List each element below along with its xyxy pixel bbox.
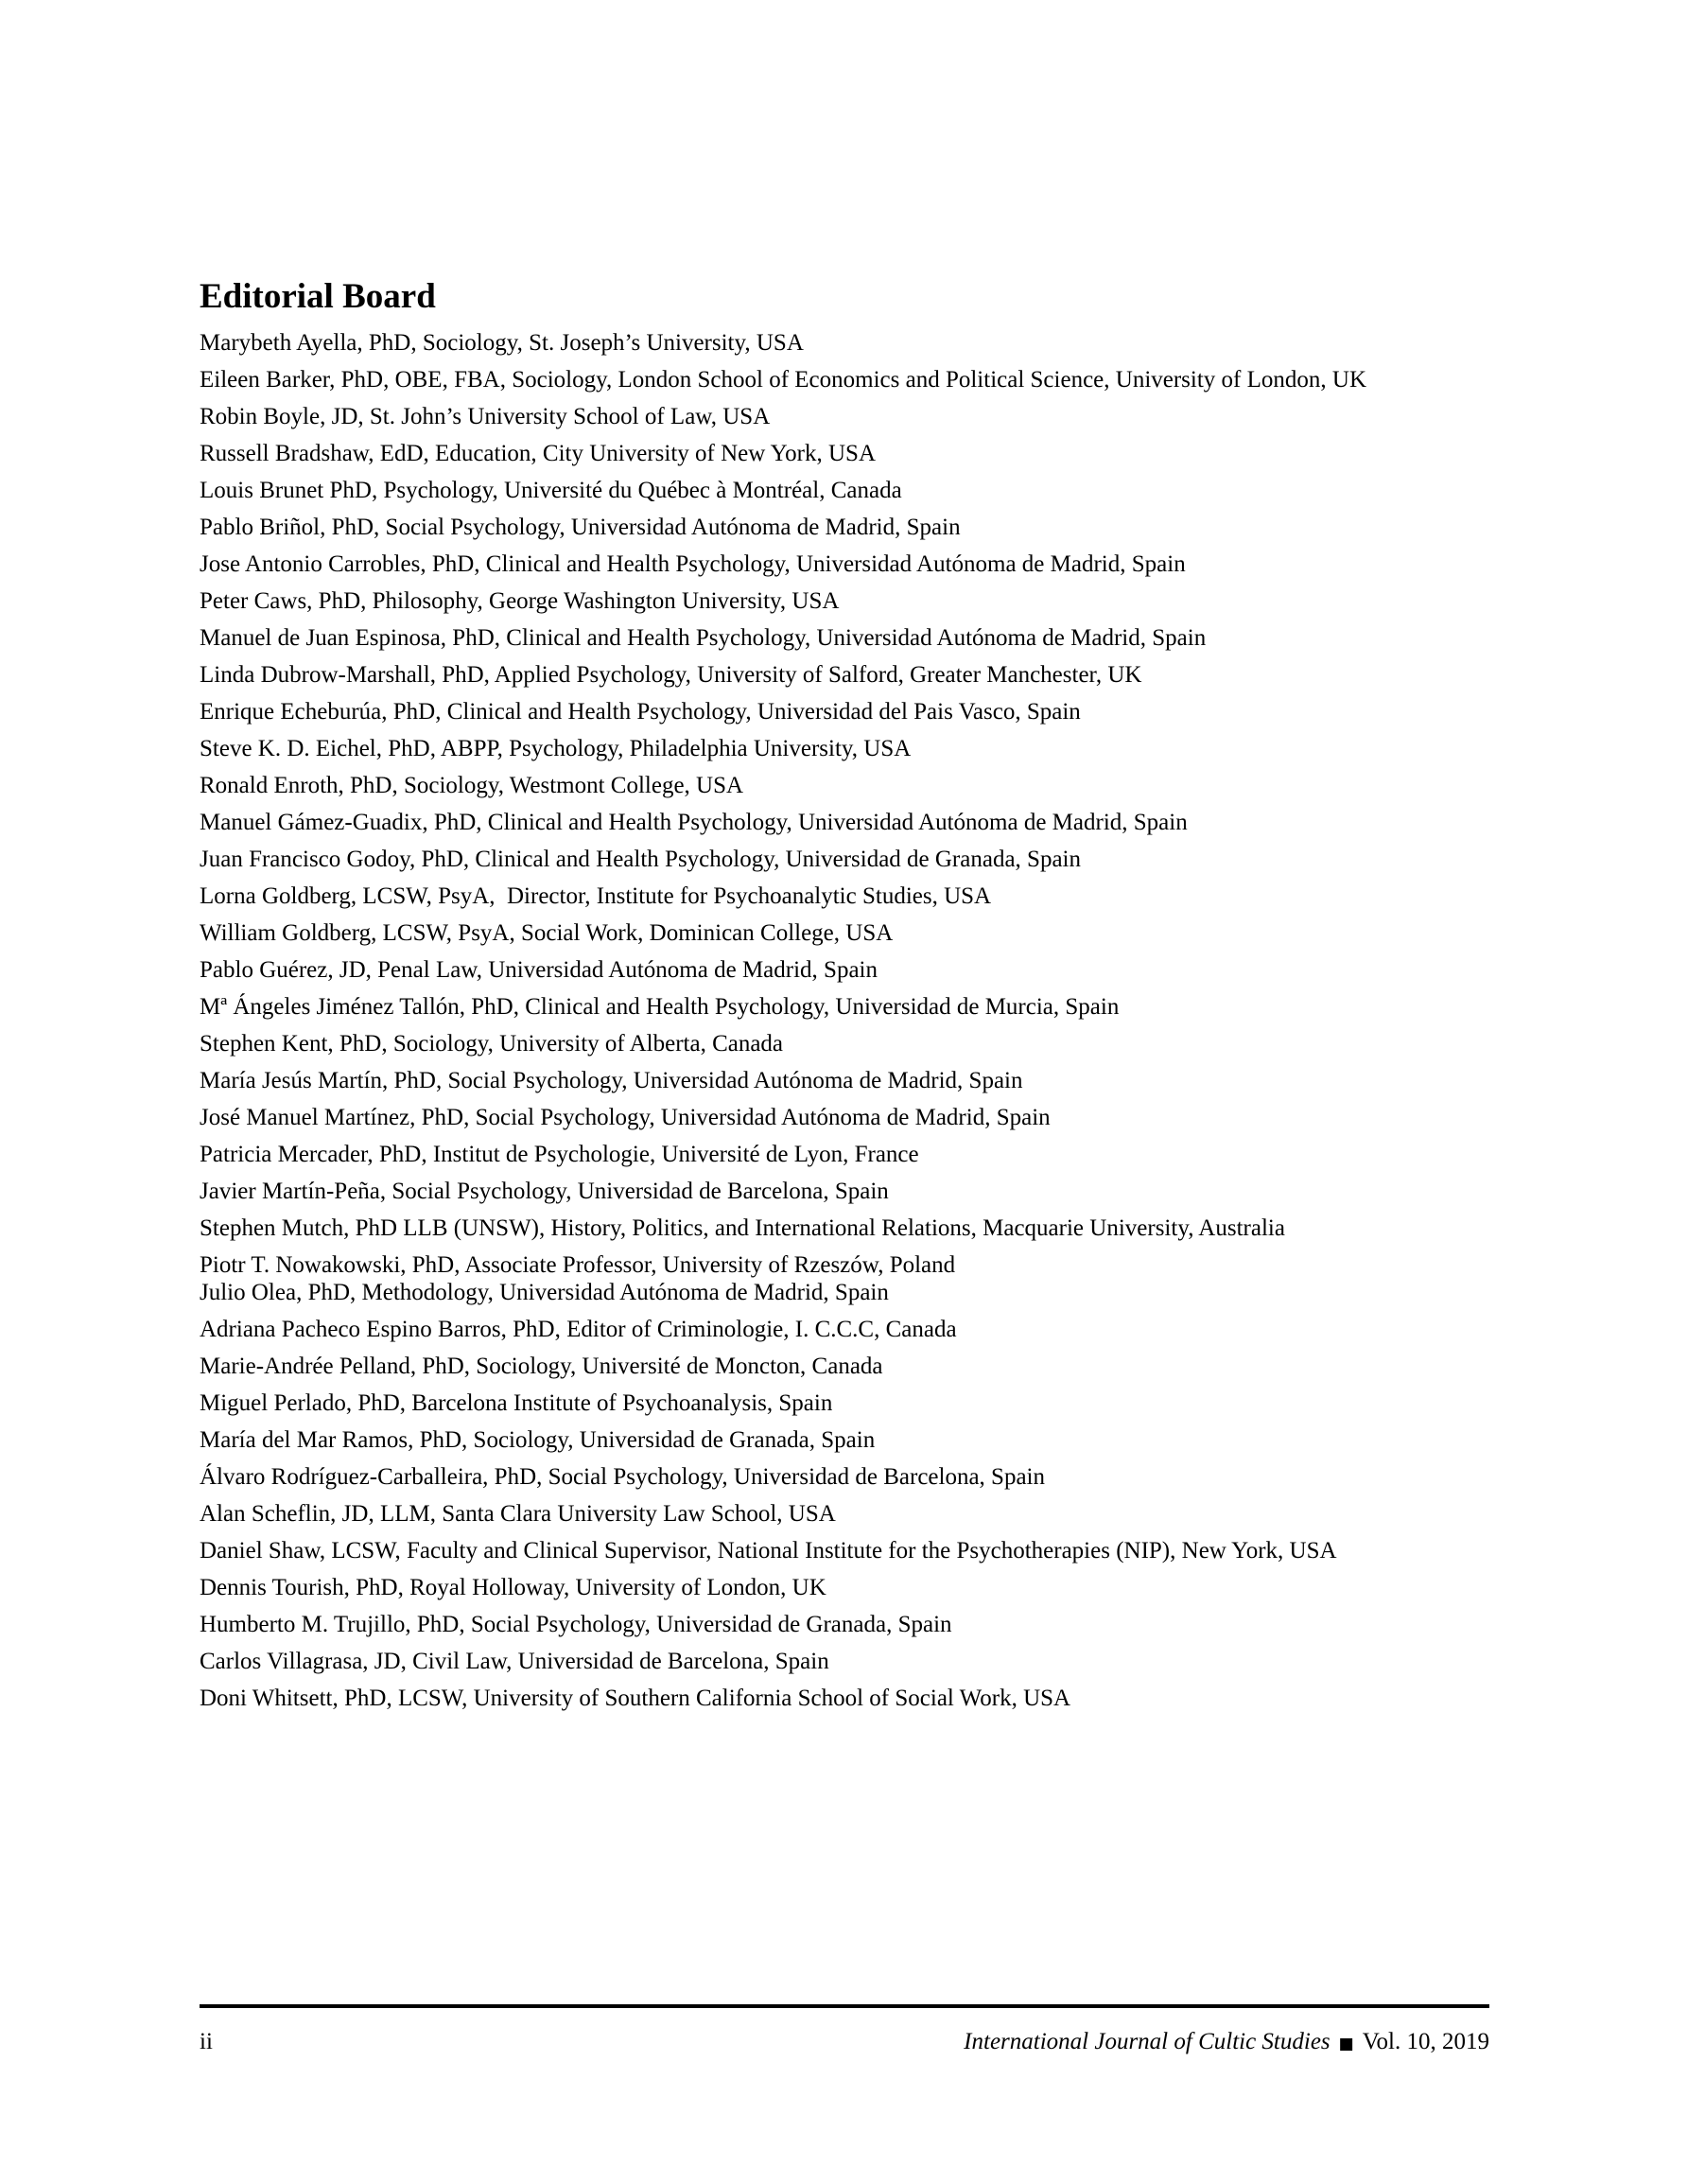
- board-member: Linda Dubrow-Marshall, PhD, Applied Psychology, University of Salford, Greater Manchester, UK: [200, 662, 1142, 689]
- board-member: Humberto M. Trujillo, PhD, Social Psychology, Universidad de Granada, Spain: [200, 1612, 952, 1638]
- board-member: Carlos Villagrasa, JD, Civil Law, Universidad de Barcelona, Spain: [200, 1649, 829, 1675]
- board-member: Pablo Briñol, PhD, Social Psychology, Universidad Autónoma de Madrid, Spain: [200, 515, 961, 541]
- board-member: Marybeth Ayella, PhD, Sociology, St. Joseph’s University, USA: [200, 330, 804, 357]
- board-member: Stephen Mutch, PhD LLB (UNSW), History, Politics, and International Relations, Macquarie University, Australia: [200, 1215, 1285, 1242]
- board-member: Adriana Pacheco Espino Barros, PhD, Editor of Criminologie, I. C.C.C, Canada: [200, 1317, 957, 1343]
- board-member: María Jesús Martín, PhD, Social Psychology, Universidad Autónoma de Madrid, Spain: [200, 1068, 1023, 1094]
- page-content: [200, 0, 1491, 1721]
- board-member: José Manuel Martínez, PhD, Social Psychology, Universidad Autónoma de Madrid, Spain: [200, 1105, 1051, 1131]
- page-title: Editorial Board: [200, 277, 436, 316]
- square-bullet-icon: ■: [1338, 2035, 1354, 2053]
- board-member: Alan Scheflin, JD, LLM, Santa Clara University Law School, USA: [200, 1501, 836, 1528]
- board-member: Manuel Gámez-Guadix, PhD, Clinical and Health Psychology, Universidad Autónoma de Madrid, Spain: [200, 810, 1188, 836]
- page-number: ii: [200, 2029, 213, 2054]
- volume-label: Vol. 10, 2019: [1362, 2029, 1489, 2054]
- board-member: Ronald Enroth, PhD, Sociology, Westmont College, USA: [200, 773, 744, 799]
- board-member: Julio Olea, PhD, Methodology, Universidad Autónoma de Madrid, Spain: [200, 1280, 889, 1306]
- editorial-board-list: [200, 329, 1491, 1712]
- page-footer: [200, 2004, 1489, 2058]
- board-member: Jose Antonio Carrobles, PhD, Clinical and Health Psychology, Universidad Autónoma de Madrid, Spain: [200, 551, 1186, 578]
- board-member: Peter Caws, PhD, Philosophy, George Washington University, USA: [200, 588, 840, 615]
- footer-row: [200, 2028, 1489, 2058]
- board-member: William Goldberg, LCSW, PsyA, Social Work, Dominican College, USA: [200, 920, 894, 947]
- board-member: Enrique Echeburúa, PhD, Clinical and Health Psychology, Universidad del Pais Vasco, Spain: [200, 699, 1081, 725]
- board-member: Lorna Goldberg, LCSW, PsyA, Director, Institute for Psychoanalytic Studies, USA: [200, 883, 992, 910]
- footer-journal-info: [964, 2028, 1489, 2058]
- footer-divider: [200, 2004, 1489, 2008]
- board-member: Álvaro Rodríguez-Carballeira, PhD, Social Psychology, Universidad de Barcelona, Spain: [200, 1464, 1045, 1491]
- board-member: Doni Whitsett, PhD, LCSW, University of Southern California School of Social Work, USA: [200, 1686, 1071, 1712]
- board-member: Manuel de Juan Espinosa, PhD, Clinical and Health Psychology, Universidad Autónoma de Madrid, Spain: [200, 625, 1207, 652]
- board-member: Dennis Tourish, PhD, Royal Holloway, University of London, UK: [200, 1575, 826, 1601]
- board-member: María del Mar Ramos, PhD, Sociology, Universidad de Granada, Spain: [200, 1427, 876, 1454]
- board-member: Marie-Andrée Pelland, PhD, Sociology, Université de Moncton, Canada: [200, 1354, 883, 1380]
- board-member: Piotr T. Nowakowski, PhD, Associate Professor, University of Rzeszów, Poland: [200, 1252, 956, 1279]
- board-member: Steve K. D. Eichel, PhD, ABPP, Psychology, Philadelphia University, USA: [200, 736, 912, 762]
- board-member: Javier Martín-Peña, Social Psychology, Universidad de Barcelona, Spain: [200, 1179, 889, 1205]
- board-member: Mª Ángeles Jiménez Tallón, PhD, Clinical and Health Psychology, Universidad de Murcia, Spain: [200, 994, 1120, 1021]
- board-member: Miguel Perlado, PhD, Barcelona Institute of Psychoanalysis, Spain: [200, 1390, 833, 1417]
- board-member: Patricia Mercader, PhD, Institut de Psychologie, Université de Lyon, France: [200, 1142, 919, 1168]
- board-member: Stephen Kent, PhD, Sociology, University of Alberta, Canada: [200, 1031, 784, 1057]
- journal-title: International Journal of Cultic Studies: [964, 2029, 1330, 2054]
- board-member: Eileen Barker, PhD, OBE, FBA, Sociology, London School of Economics and Political Science, University of London, UK: [200, 367, 1367, 393]
- board-member: Louis Brunet PhD, Psychology, Université du Québec à Montréal, Canada: [200, 478, 902, 504]
- board-member: Robin Boyle, JD, St. John’s University School of Law, USA: [200, 404, 771, 430]
- board-member: Pablo Guérez, JD, Penal Law, Universidad Autónoma de Madrid, Spain: [200, 957, 878, 984]
- board-member: Daniel Shaw, LCSW, Faculty and Clinical Supervisor, National Institute for the Psychotherapies (NIP), New York, USA: [200, 1538, 1337, 1564]
- board-member: Russell Bradshaw, EdD, Education, City University of New York, USA: [200, 441, 877, 467]
- board-member: Juan Francisco Godoy, PhD, Clinical and Health Psychology, Universidad de Granada, Spain: [200, 847, 1081, 873]
